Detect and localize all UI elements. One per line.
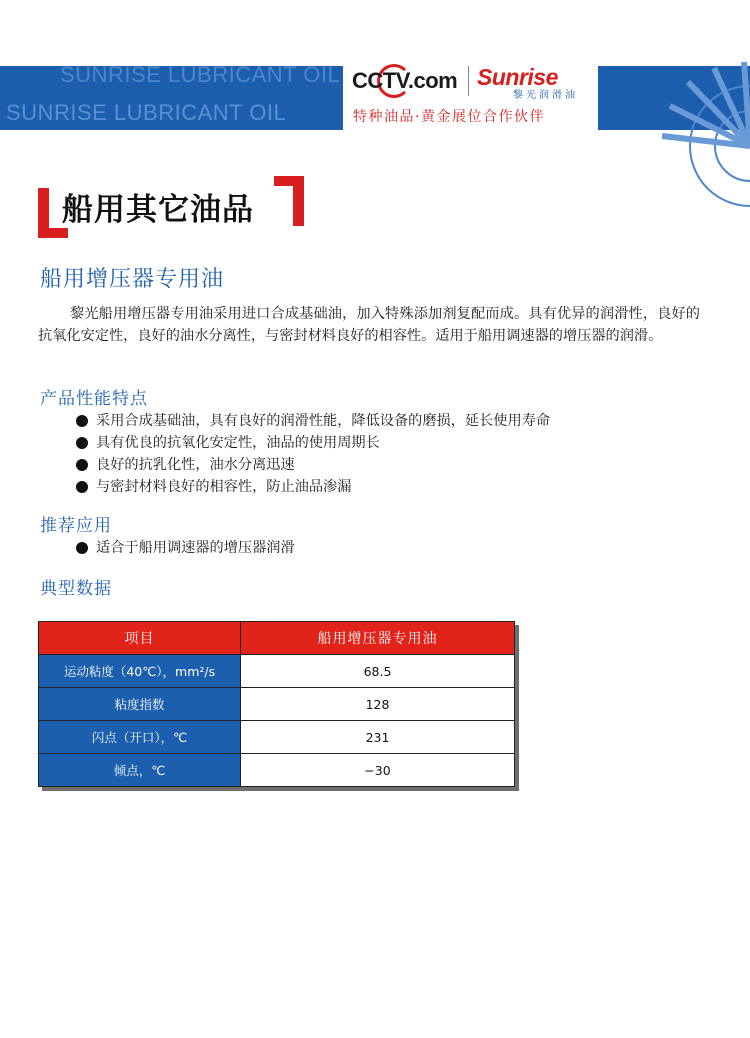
typical-data-heading: 典型数据 xyxy=(40,579,112,599)
slogan: 特种油品·黄金展位合作伙伴 xyxy=(353,109,545,125)
logo-divider xyxy=(468,66,469,96)
row-label: 闪点（开口），℃ xyxy=(39,721,241,754)
row-value: 231 xyxy=(241,721,515,754)
table-row xyxy=(39,721,515,754)
bullet-icon xyxy=(76,459,88,471)
list-item xyxy=(76,454,550,476)
applications-heading: 推荐应用 xyxy=(40,516,112,536)
title-bracket-left-foot xyxy=(38,228,68,238)
column-header: 项目 xyxy=(39,622,241,655)
features-heading: 产品性能特点 xyxy=(40,389,148,409)
row-value: −30 xyxy=(241,754,515,787)
sunrise-logo-text: Sunrise xyxy=(477,64,558,90)
applications-list xyxy=(76,537,295,559)
row-label: 粘度指数 xyxy=(39,688,241,721)
row-value: 128 xyxy=(241,688,515,721)
list-item-text: 采用合成基础油，具有良好的润滑性能，降低设备的磨损，延长使用寿命 xyxy=(96,413,551,429)
row-label: 运动粘度（40℃），mm²/s xyxy=(39,655,241,688)
intro-paragraph: 黎光船用增压器专用油采用进口合成基础油，加入特殊添加剂复配而成。具有优异的润滑性，良好的抗氧化安定性，良好的油水分离性，与密封材料良好的相容性。适用于船用调速器的增压器的润滑。 xyxy=(38,306,700,344)
bullet-icon xyxy=(76,415,88,427)
table-row xyxy=(39,754,515,787)
bullet-icon xyxy=(76,481,88,493)
list-item-text: 与密封材料良好的相容性，防止油品渗漏 xyxy=(96,479,352,495)
sunburst-decoration xyxy=(622,66,750,130)
list-item xyxy=(76,410,550,432)
features-list xyxy=(76,410,550,498)
typical-data-table xyxy=(38,621,515,787)
row-value: 68.5 xyxy=(241,655,515,688)
list-item-text: 具有优良的抗氧化安定性，油品的使用周期长 xyxy=(96,435,380,451)
cctv-logo: CCTV.com xyxy=(352,68,458,93)
bullet-icon xyxy=(76,437,88,449)
list-item xyxy=(76,432,550,454)
banner-ghost-text: SUNRISE LUBRICANT OIL xyxy=(6,100,287,125)
bullet-icon xyxy=(76,542,88,554)
list-item-text: 适合于船用调速器的增压器润滑 xyxy=(96,540,295,556)
sunrise-cn-name: 黎光润滑油 xyxy=(513,90,578,101)
section-title: 船用其它油品 xyxy=(62,192,254,228)
product-name: 船用增压器专用油 xyxy=(40,267,225,292)
list-item-text: 良好的抗乳化性，油水分离迅速 xyxy=(96,457,295,473)
banner-ghost-text-top: SUNRISE LUBRICANT OIL xyxy=(60,62,341,87)
list-item xyxy=(76,476,550,498)
logo-box xyxy=(343,52,598,130)
table-header-row xyxy=(39,622,515,655)
list-item xyxy=(76,537,295,559)
table-row xyxy=(39,655,515,688)
title-bracket-right-top xyxy=(274,176,304,186)
table-row xyxy=(39,688,515,721)
row-label: 倾点，℃ xyxy=(39,754,241,787)
column-header: 船用增压器专用油 xyxy=(241,622,515,655)
